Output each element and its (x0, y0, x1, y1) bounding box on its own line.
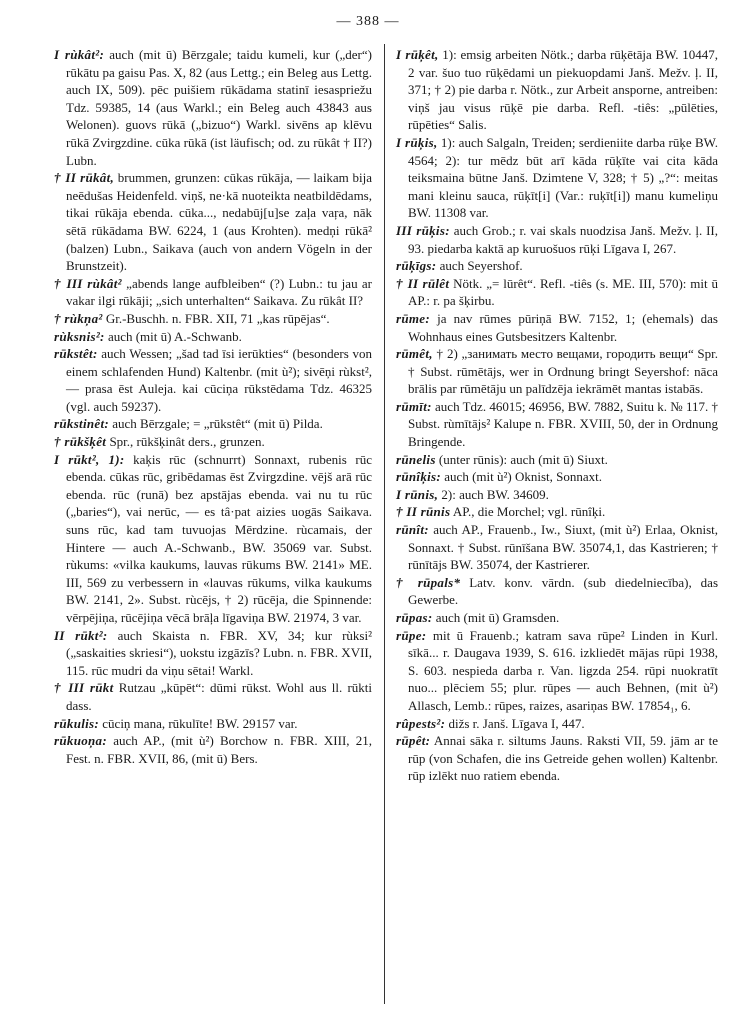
entry-body: Rutzau „kūpēt“: dūmi rūkst. Wohl aus ll. rūkti dass. (66, 680, 373, 713)
left-column (54, 46, 372, 767)
entry-body: auch (mit ū) Gramsden. (432, 610, 560, 625)
entry-headword: † III rùkât² (54, 275, 122, 291)
entry-body: auch (mit ù²) Oknist, Sonnaxt. (441, 469, 602, 485)
entry-headword: rūkstinêt: (54, 416, 110, 432)
dictionary-entry (54, 451, 372, 627)
dictionary-entry (396, 521, 718, 574)
entry-body: 2): auch BW. 34609. (438, 486, 549, 502)
dictionary-entry (54, 732, 372, 767)
entry-body: dižs r. Janš. Līgava I, 447. (445, 715, 585, 731)
dictionary-entry (396, 574, 718, 609)
dictionary-entry (54, 679, 372, 714)
entry-headword: I rūkt², 1): (54, 451, 125, 467)
entry-body: (unter rūnis): auch (mit ū) Siuxt. (435, 451, 608, 467)
entry-body: Gr.-Buschh. n. FBR. XII, 71 „kas rūpējas“. (102, 310, 330, 326)
entry-headword: III rūķis: (396, 222, 450, 238)
entry-headword: rùksnis²: (54, 328, 105, 344)
dictionary-entry (396, 345, 718, 398)
entry-body: auch Bērzgale; = „rūkstêt“ (mit ū) Pilda. (109, 416, 323, 432)
entry-body: brummen, grunzen: cūkas rūkāja, — laikam bija neēdušas Heidenfeld. viņš, ne·kā nuoteikta neatbildēdams, tikai rūkāja ebenda. cūka..., nedabūj[u]se zaļa vaŗa, nāk sētā rūkādama BW. 6224, 1 (aus Krohten). medņi rūkā² (balzen) Lubn., Saikava (auch von andern Vögeln in der Brunstzeit). (66, 170, 372, 274)
entry-headword: † rùkņa² (54, 310, 103, 326)
entry-headword: I rūnis, (396, 486, 439, 502)
entry-headword: † rūpals* (396, 574, 461, 590)
entry-body: mit ū Frauenb.; katram sava rūpe² Linden in Kurl. sīkā... r. Daugava 1939, S. 616. izkliedēt mājas rūpi 1938, S. 603. nespieda darba r. Van. ligzda 254. rūpi nuokratīt nuo... plēciem 55; plur. rūpes — auch Behnen, (mit ù²) Allasch, Lemb.: rūpes, raizes, asariņas BW. 17854₁, 6. (408, 627, 718, 713)
entry-body: 1): auch Salgaln, Treiden; serdieniite darba rūķe BW. 4564; 2): tur mēdz būt arī kāda rūķīte vai cita kāda teiksmaina būtne Janš. Dzimtene V, 328; † 5) „?“: meitas mani kleinu sauca, rūķīt[i] (Var.: ruķīt[i]) manu kumeliņu BW. 11308 var. (408, 134, 719, 221)
dictionary-entry (54, 169, 372, 275)
entry-body: auch Skaista n. FBR. XV, 34; kur rùksi² („saskaities skriesi“), uokstu izgāzīs? Lubn. n. FBR. XVII, 115. rūc mudri da viņu sētai! Warkl. (66, 627, 372, 678)
entry-headword: † rūkšķêt (54, 434, 107, 450)
entry-headword: rûpests²: (396, 715, 446, 731)
dictionary-entry (54, 310, 372, 328)
entry-body: auch Grob.; r. vai skals nuodzisa Janš. Mežv. ļ. II, 93. piedarba kaktā ap kuruošuos rūķi Līgava I, 267. (408, 222, 718, 256)
entry-headword: rūmīt: (396, 398, 432, 414)
column-divider (384, 44, 385, 1004)
entry-headword: rūnît: (396, 522, 429, 538)
dictionary-entry (396, 732, 718, 785)
dictionary-entry (396, 398, 718, 451)
entry-headword: rūpe: (396, 627, 427, 643)
entry-headword: I rūķêt, (396, 47, 439, 62)
dictionary-entry (54, 328, 372, 346)
dictionary-entry (54, 433, 372, 451)
page-number: — 388 — (336, 14, 400, 29)
dictionary-entry (396, 46, 718, 134)
entry-body: auch Wessen; „šad tad īsi ierūkties“ (besonders von einem schlafenden Hund) Kaltenbr. (mit ù²); sivēņi rùkst², — prasa ēst Auleja. kai cūciņa rūkstēdama Tdz. 46325 (vgl. auch 59237). (66, 346, 372, 414)
dictionary-entry (54, 345, 372, 415)
entry-body: Spr., rūkšķinât ders., grunzen. (106, 434, 265, 450)
entry-headword: rūme: (396, 310, 430, 326)
entry-body: auch AP., (mit ù²) Borchow n. FBR. XIII, 21, Fest. n. FBR. XVII, 86, (mit ū) Bers. (66, 733, 372, 766)
entry-body: „abends lange aufbleiben“ (?) Lubn.: tu jau ar vakar ilgi rūkāji; „sich unterhalten“ Saikava. Zu rūkât II? (66, 275, 373, 309)
entry-headword: I rūķis, (396, 134, 438, 150)
entry-body: auch (mit ū) Bērzgale; taidu kumeli, kur („der“) rūkātu pa gaisu Pas. X, 82 (aus Lettg.; ein Beleg aus Lettg. auch IX, 509). pēc puišiem rūkādama statinī iesaspriežu Tdz. 59385, 14 (aus Warkl.; ein Beleg auch 43843 aus Welonen). guovs rūkā („bizuo“) Warkl. sivēns ap klēvu rūkā Zvirgzdine. cūka rūkā (ist läufisch; od. zu rūkât † II?) Lubn. (66, 47, 372, 168)
entry-headword: II rūkt²: (54, 627, 108, 643)
dictionary-entry (396, 275, 718, 310)
entry-headword: rūpêt: (396, 733, 431, 749)
dictionary-entry (396, 134, 718, 222)
entry-headword: † III rūkt (54, 680, 114, 696)
entry-headword: rūnîķis: (396, 469, 442, 485)
entry-body: auch (mit ū) A.-Schwanb. (104, 328, 242, 344)
entry-headword: rūkulis: (54, 715, 100, 731)
dictionary-entry (396, 310, 718, 345)
entry-body: Annai sāka r. siltums Jauns. Raksti VII, 59. jām ar te rūp (von Schafen, die ins Getreide gehen wollen) Kaltenbr. rūp izlēkt nuo ratiem ebenda. (408, 733, 718, 784)
entry-headword: † II rūnis (396, 504, 451, 520)
dictionary-entry (54, 46, 372, 169)
dictionary-entry (396, 451, 718, 469)
dictionary-entry (54, 275, 372, 310)
entry-headword: rūkstêt: (54, 346, 98, 362)
entry-body: Nötk. „= lūrêt“. Refl. -tiês (s. ME. III, 570): mit ū AP.: r. pa šķirbu. (408, 275, 718, 309)
entry-body: † 2) „занимать место вещами, городить вещи“ Spr. † Subst. rūmētājs, wer in Ordnung bringt Seyershof: nāca brālis par rūmētāju un palīdzēja iekrāmēt mantas istabās. (408, 346, 718, 397)
dictionary-entry (396, 609, 718, 627)
dictionary-entry (54, 715, 372, 733)
dictionary-entry (396, 627, 718, 715)
dictionary-entry (396, 503, 718, 521)
entry-body: AP., die Morchel; vgl. rūnîķi. (450, 504, 606, 520)
entry-headword: rūpas: (396, 610, 433, 625)
entry-headword: I rùkât²: (54, 47, 105, 62)
entry-headword: rūkuoņa: (54, 733, 107, 749)
right-column (396, 46, 718, 785)
entry-body: auch Tdz. 46015; 46956, BW. 7882, Suitu k. № 117. † Subst. rùmītājs² Kalupe n. FBR. XVIII, 50, der in Ordnung Bringende. (408, 398, 718, 450)
entry-headword: rūmêt, (396, 346, 433, 362)
entry-headword: † II rūlêt (396, 275, 450, 291)
dictionary-entry (54, 415, 372, 433)
entry-body: auch AP., Frauenb., Iw., Siuxt, (mit ù²) Erlaa, Oknist, Sonnaxt. † Subst. rūnīšana BW. 35074,1, das Kastrieren; † rūnītājs BW. 35074, der Kastrierer. (408, 522, 718, 573)
entry-body: ja nav rūmes pūriņā BW. 7152, 1; (ehemals) das Wohnhaus eines Gutsbesitzers Kaltenbr. (408, 310, 718, 344)
dictionary-entry (396, 486, 718, 504)
dictionary-entry (396, 468, 718, 486)
entry-body: cūciņ mana, rūkulīte! BW. 29157 var. (99, 715, 298, 731)
entry-headword: rūnelis (396, 451, 436, 467)
entry-headword: † II rūkât, (54, 170, 115, 186)
dictionary-entry (396, 257, 718, 275)
entry-headword: rūķīgs: (396, 258, 437, 274)
entry-body: auch Seyershof. (436, 258, 523, 274)
dictionary-entry (396, 222, 718, 257)
entry-body: 1): emsig arbeiten Nötk.; darba rūķētāja BW. 10447, 2 var. šuo tuo rūķēdami un piekuopdami Janš. Mežv. ļ. II, 371; † 2) pie darba r. Nötk., zur Arbeit ansporne, antreiben: viņš jau visus rūķē pie darba. Refl. -tiês: „pūlēties, rūpēties“ Salis. (408, 47, 718, 133)
entry-body: Latv. konv. vārdn. (sub diedelniecība), das Gewerbe. (408, 574, 718, 608)
dictionary-entry (54, 627, 372, 680)
entry-body: kaķis rūc (schnurrt) Sonnaxt, rubenis rūc ebenda. cūkas rūc, gribēdamas ēst Zvirgzdine. vējš arā rūc ebenda. rūc (runā) bez apstājas ebenda. vai nu tu rūc („baries“), vai nerūc, — es tâ·pat aizies uogās Saikava. suns rūc, kad tam tuvuojas Mērdzine. rùcamais, der Hintere — auch A.-Schwanb., BW. 35069 var. Subst. rùkums: «vilka kaukums, lauvas rūkums BW. 2141» ME. III, 569 zu verbessern in «lauvas rūkums, vilka kaukums BW. 2141, 2». Subst. rùcējs, † 2) rūcēja, die Spinnende: vērpējiņa, rūcējiņa vēcā brāļa līgaviņa BW. 21974, 3 var. (66, 451, 372, 625)
dictionary-entry (396, 715, 718, 733)
